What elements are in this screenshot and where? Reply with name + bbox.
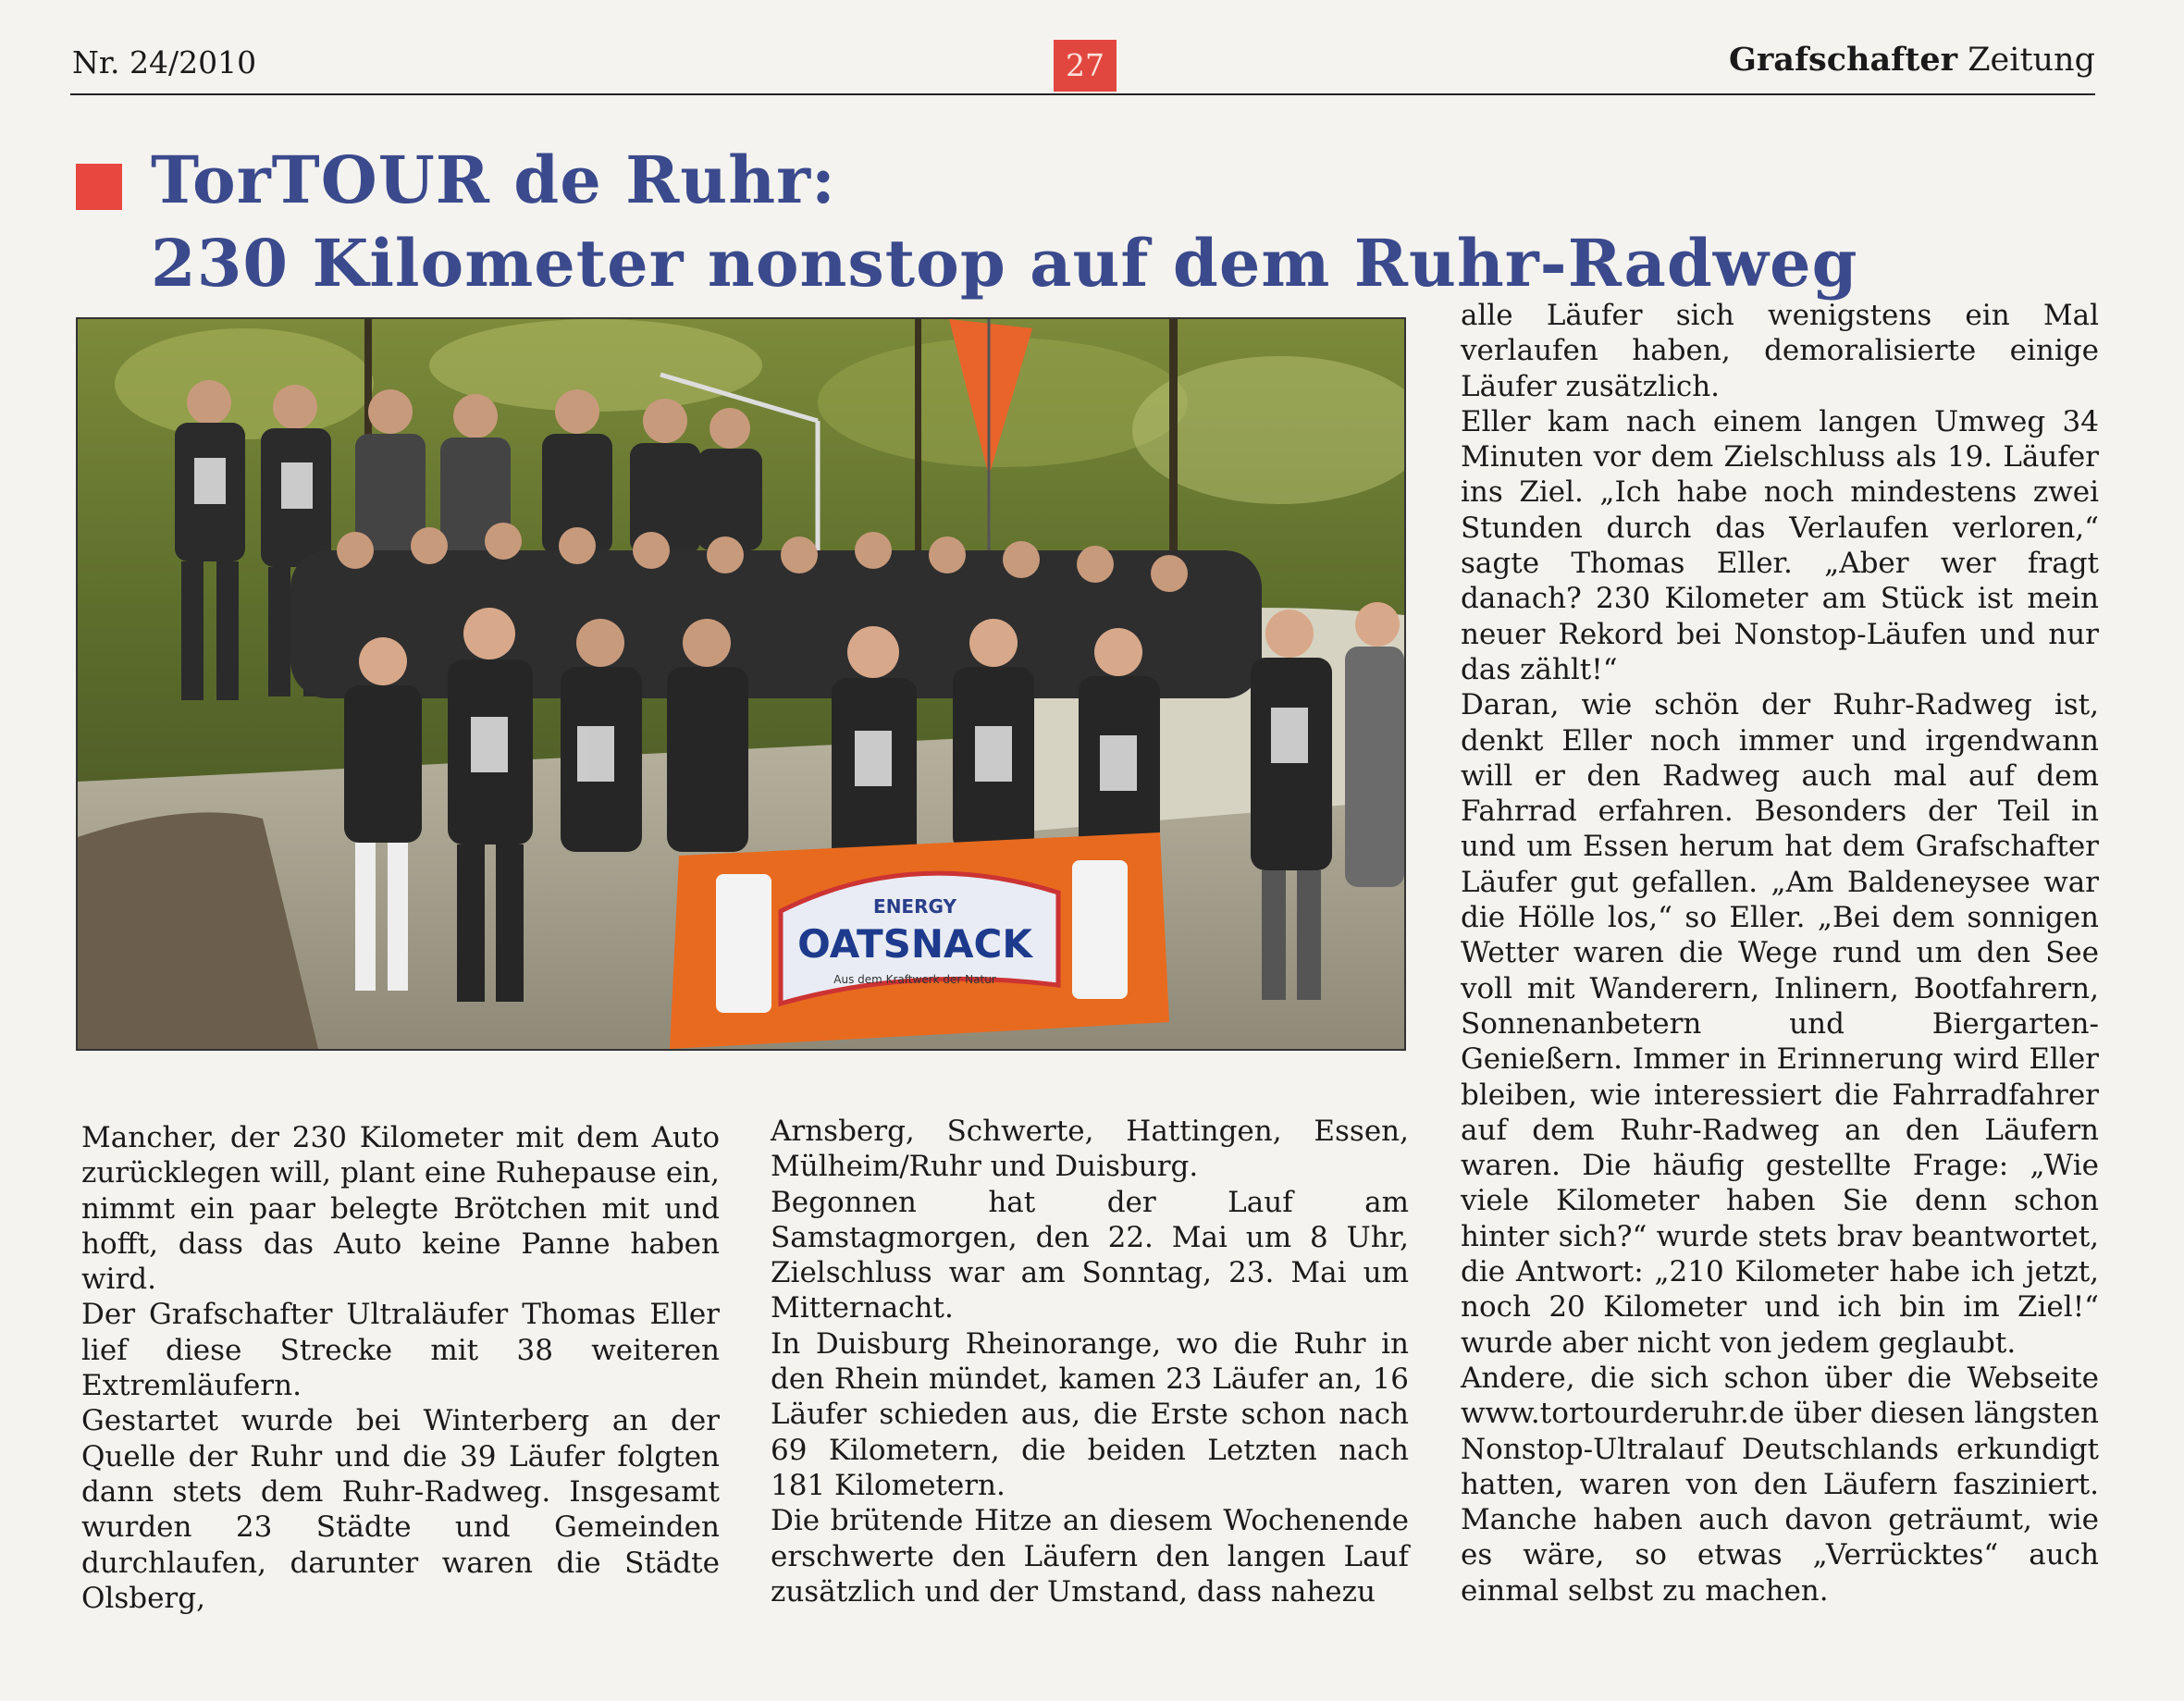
headline-line-1: TorTOUR de Ruhr: xyxy=(151,142,836,218)
banner-sub-text: Aus dem Kraftwerk der Natur xyxy=(833,973,996,986)
article-column-3 xyxy=(1461,298,2099,1609)
article-photo-runners-group xyxy=(76,317,1406,1051)
group-photo-illustration xyxy=(78,319,1404,1049)
paragraph: Eller kam nach einem langen Umweg 34 Minuten vor dem Zielschluss als 19. Läufer ins Ziel. „Ich habe noch mindestens zwei Stunden durch das Verlaufen verloren,“ sagte Thomas Eller. „Aber wer fragt danach? 230 Kilometer am Stück ist mein neuer Rekord bei Nonstop-Läufen und nur das zählt!“ xyxy=(1461,404,2099,686)
paragraph: Begonnen hat der Lauf am Samstagmorgen, den 22. Mai um 8 Uhr, Zielschluss war am Sonntag, 23. Mai um Mitternacht. xyxy=(771,1185,1409,1325)
issue-number: Nr. 24/2010 xyxy=(72,44,257,80)
paragraph: In Duisburg Rheinorange, wo die Ruhr in den Rhein mündet, kamen 23 Läufer an, 16 Läufer schieden aus, die Erste schon nach 69 Kilometern, die beiden Letzten nach 181 Kilometern. xyxy=(771,1326,1409,1502)
article-column-2 xyxy=(771,1114,1409,1609)
article-headline xyxy=(151,139,1858,305)
paragraph: Andere, die sich schon über die Webseite www.tortourderuhr.de über diesen längsten Nonstop-Ultralauf Deutschlands erkundigt hatten, waren von den Läufern fasziniert. Manche haben auch davon geträumt, wie es wäre, so etwas „Verrücktes“ auch einmal selbst zu machen. xyxy=(1461,1361,2099,1608)
newspaper-name xyxy=(1729,41,2095,79)
paragraph: Daran, wie schön der Ruhr-Radweg ist, denkt Eller noch immer und irgendwann will er den Radweg auch mal auf dem Fahrrad erfahren. Besonders der Teil in und um Essen herum hat dem Grafschafter Läufer gut gefallen. „Am Baldeneysee war die Hölle los,“ so Eller. „Bei dem sonnigen Wetter waren die Wege rund um den See voll mit Wanderern, Inlinern, Bootfahrern, Sonnenanbetern und Biergarten-Genießern. Immer in Erinnerung wird Eller bleiben, wie interessiert die Fahrradfahrer auf dem Ruhr-Radweg an den Läufern waren. Die häufig gestellte Frage: „Wie viele Kilometer haben Sie denn schon hinter sich?“ wurde stets brav beantwortet, die Antwort: „210 Kilometer habe ich jetzt, noch 20 Kilometer und ich bin im Ziel!“ wurde aber nicht von jedem geglaubt. xyxy=(1461,688,2099,1360)
paragraph: alle Läufer sich wenigstens ein Mal verlaufen haben, demoralisierte einige Läufer zusätzlich. xyxy=(1461,299,2099,403)
newspaper-name-regular: Zeitung xyxy=(1968,42,2095,79)
headline-marker-square xyxy=(76,164,122,210)
newspaper-name-bold: Grafschafter xyxy=(1728,41,1958,79)
paragraph: Arnsberg, Schwerte, Hattingen, Essen, Mülheim/Ruhr und Duisburg. xyxy=(771,1115,1409,1184)
oatsnack-banner xyxy=(670,832,1169,1049)
headline-line-2: 230 Kilometer nonstop auf dem Ruhr-Radweg xyxy=(151,225,1858,302)
paragraph: Der Grafschafter Ultraläufer Thomas Eller lief diese Strecke mit 38 weiteren Extremläufern. xyxy=(81,1298,720,1403)
header-rule xyxy=(70,93,2095,95)
banner-top-text: ENERGY xyxy=(873,895,956,918)
page-number: 27 xyxy=(1054,40,1117,92)
paragraph: Gestartet wurde bei Winterberg an der Quelle der Ruhr und die 39 Läufer folgten dann stets dem Ruhr-Radweg. Insgesamt wurden 23 Städte und Gemeinden durchlaufen, darunter waren die Städte Olsberg, xyxy=(81,1404,720,1615)
paragraph: Die brütende Hitze an diesem Wochenende erschwerte den Läufern den langen Lauf zusätzlich und der Umstand, dass nahezu xyxy=(771,1504,1409,1609)
paragraph: Mancher, der 230 Kilometer mit dem Auto zurücklegen will, plant eine Ruhepause ein, nimmt ein paar belegte Brötchen mit und hofft, dass das Auto keine Panne haben wird. xyxy=(81,1121,720,1297)
article-column-1 xyxy=(81,1120,720,1616)
banner-brand-text: OATSNACK xyxy=(797,921,1032,967)
